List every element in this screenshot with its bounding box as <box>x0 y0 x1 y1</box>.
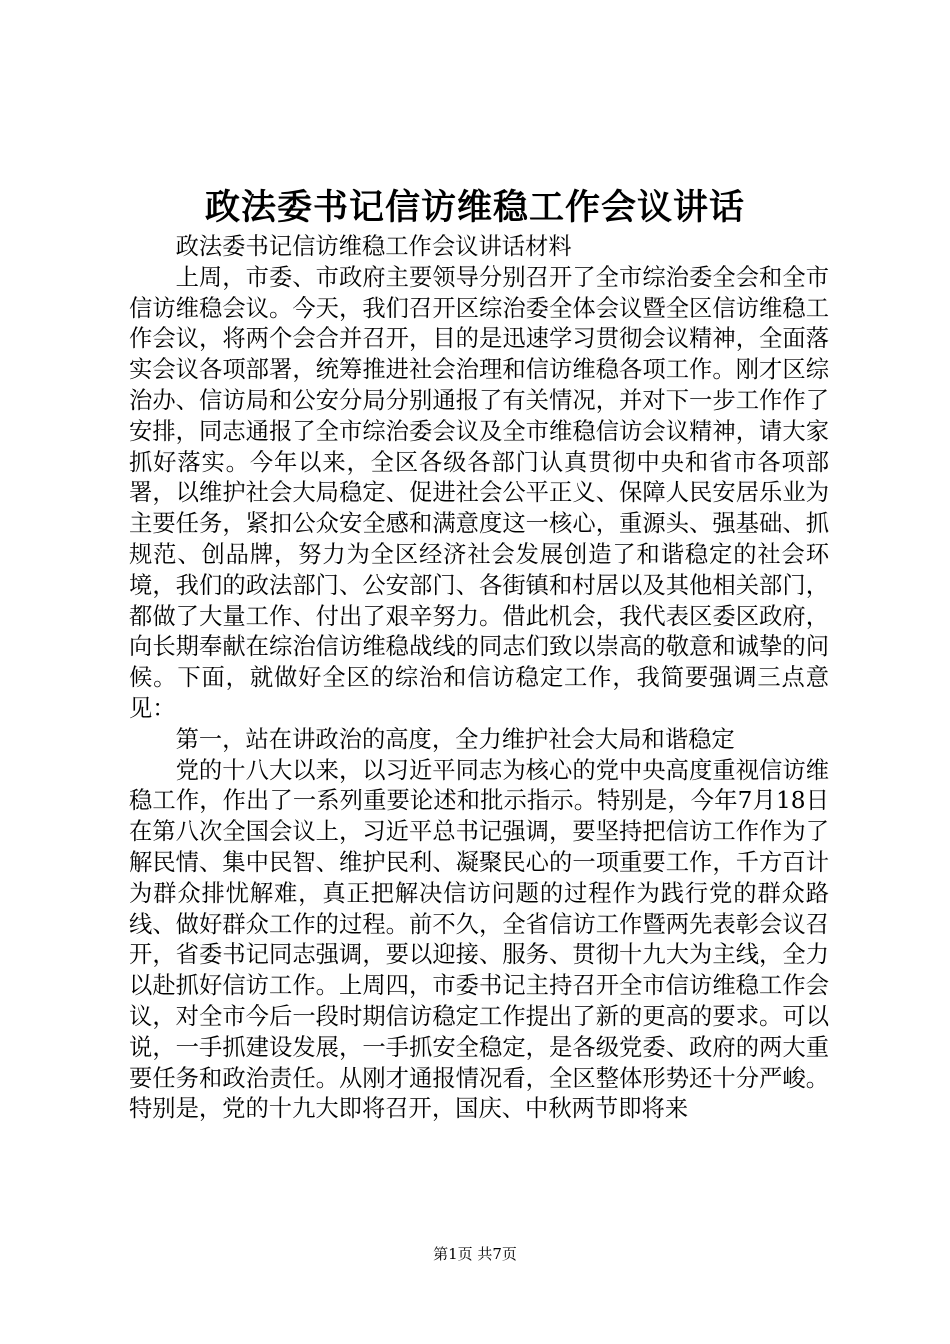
document-title: 政法委书记信访维稳工作会议讲话 <box>204 187 745 228</box>
page-number-footer: 第1页 共7页 <box>433 1245 517 1263</box>
body-paragraph: 上周，市委、市政府主要领导分别召开了全市综治委全会和全市信访维稳会议。今天，我们召开区综治委全体会议暨全区信访维稳工作会议，将两个会合并召开，目的是迅速学习贯彻会议精神，全面落实会议各项部署，统筹推进社会治理和信访维稳各项工作。刚才区综治办、信访局和公安分局分别通报了有关情况，并对下一步工作作了安排，同志通报了全市综治委会议及全市维稳信访会议精神，请大家抓好落实。今年以来，全区各级各部门认真贯彻中央和省市各项部署，以维护社会大局稳定、促进社会公平正义、保障人民安居乐业为主要任务，紧扣公众安全感和满意度这一核心，重源头、强基础、抓规范、创品牌，努力为全区经济社会发展创造了和谐稳定的社会环境，我们的政法部门、公安部门、各街镇和村居以及其他相关部门，都做了大量工作、付出了艰辛努力。借此机会，我代表区委区政府，向长期奉献在综治信访维稳战线的同志们致以崇高的敬意和诚挚的问候。下面，就做好全区的综治和信访稳定工作，我简要强调三点意见： <box>129 263 829 722</box>
body-paragraph: 党的十八大以来，以习近平同志为核心的党中央高度重视信访维稳工作，作出了一系列重要论述和批示指示。特别是，今年7月18日在第八次全国会议上，习近平总书记强调，要坚持把信访工作作为了解民情、集中民智、维护民利、凝聚民心的一项重要工作，千方百计为群众排忧解难，真正把解决信访问题的过程作为践行党的群众路线、做好群众工作的过程。前不久，全省信访工作暨两先表彰会议召开，省委书记同志强调，要以迎接、服务、贯彻十九大为主线，全力以赴抓好信访工作。上周四，市委书记主持召开全市信访维稳工作会议，对全市今后一段时期信访稳定工作提出了新的更高的要求。可以说，一手抓建设发展，一手抓安全稳定，是各级党委、政府的两大重要任务和政治责任。从刚才通报情况看，全区整体形势还十分严峻。特别是，党的十九大即将召开，国庆、中秋两节即将来 <box>129 756 829 1123</box>
section-heading-paragraph: 第一，站在讲政治的高度，全力维护社会大局和谐稳定 <box>175 725 735 753</box>
document-body <box>129 232 829 1125</box>
subtitle-paragraph: 政法委书记信访维稳工作会议讲话材料 <box>175 233 572 260</box>
